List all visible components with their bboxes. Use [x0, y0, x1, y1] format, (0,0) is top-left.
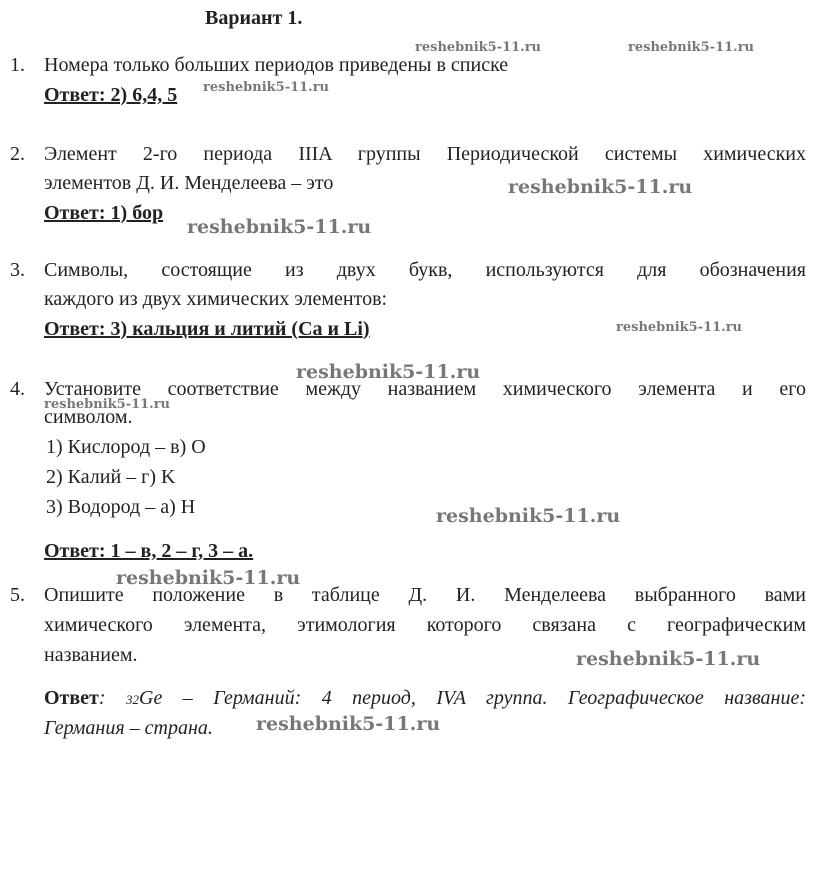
question-5-answer-label: Ответ: [44, 687, 99, 709]
page-title: Вариант 1.: [205, 7, 303, 29]
question-5-text-line-3: названием.: [44, 644, 138, 666]
watermark: reshebnik5-11.ru: [203, 80, 330, 95]
question-2-number: 2.: [10, 143, 25, 165]
question-5-answer-subscript: 32: [126, 692, 140, 707]
watermark: reshebnik5-11.ru: [296, 361, 481, 383]
watermark: reshebnik5-11.ru: [44, 397, 171, 412]
question-5-text-line-2: химического элемента, этимология которого связана с географическим: [44, 614, 806, 636]
watermark: reshebnik5-11.ru: [187, 216, 372, 238]
question-5-number: 5.: [10, 584, 25, 606]
question-3-answer: Ответ: 3) кальция и литий (Ca и Li): [44, 318, 370, 340]
watermark: reshebnik5-11.ru: [415, 40, 542, 55]
question-4-item-3: 3) Водород – а) H: [46, 496, 196, 518]
question-5-text-line-1: Опишите положение в таблице Д. И. Менделеева выбранного вами: [44, 584, 806, 606]
watermark: reshebnik5-11.ru: [436, 505, 621, 527]
question-4-answer: Ответ: 1 – в, 2 – г, 3 – а.: [44, 540, 254, 562]
question-4-text-line-1: Установите соответствие между названием химического элемента и его: [44, 378, 806, 400]
question-1-text: Номера только больших периодов приведены в списке: [44, 54, 509, 76]
question-5-answer: [44, 687, 806, 710]
watermark: reshebnik5-11.ru: [576, 648, 761, 670]
question-3-number: 3.: [10, 259, 25, 281]
question-3-text-line-2: каждого из двух химических элементов:: [44, 288, 388, 310]
question-1-number: 1.: [10, 54, 25, 76]
question-3-text-line-1: Символы, состоящие из двух букв, используются для обозначения: [44, 259, 806, 281]
question-5-answer-colon: :: [98, 687, 127, 709]
question-5-answer-text: Ge – Германий: 4 период, IVA группа. Географическое название:: [139, 687, 806, 709]
question-4-item-2: 2) Калий – г) K: [46, 466, 176, 488]
question-4-number: 4.: [10, 378, 25, 400]
watermark: reshebnik5-11.ru: [116, 567, 301, 589]
watermark: reshebnik5-11.ru: [616, 320, 743, 335]
question-4-item-1: 1) Кислород – в) O: [46, 436, 206, 458]
question-1-answer: Ответ: 2) 6,4, 5: [44, 84, 178, 106]
question-2-text-line-1: Элемент 2-го периода IIIA группы Периодической системы химических: [44, 143, 806, 165]
watermark: reshebnik5-11.ru: [508, 176, 693, 198]
question-5-answer-line-2: Германия – страна.: [44, 717, 213, 739]
watermark: reshebnik5-11.ru: [256, 713, 441, 735]
question-4-text-line-2: символом.: [44, 406, 133, 428]
question-2-text-line-2: элементов Д. И. Менделеева – это: [44, 172, 334, 194]
question-2-answer: Ответ: 1) бор: [44, 202, 164, 224]
watermark: reshebnik5-11.ru: [628, 40, 755, 55]
